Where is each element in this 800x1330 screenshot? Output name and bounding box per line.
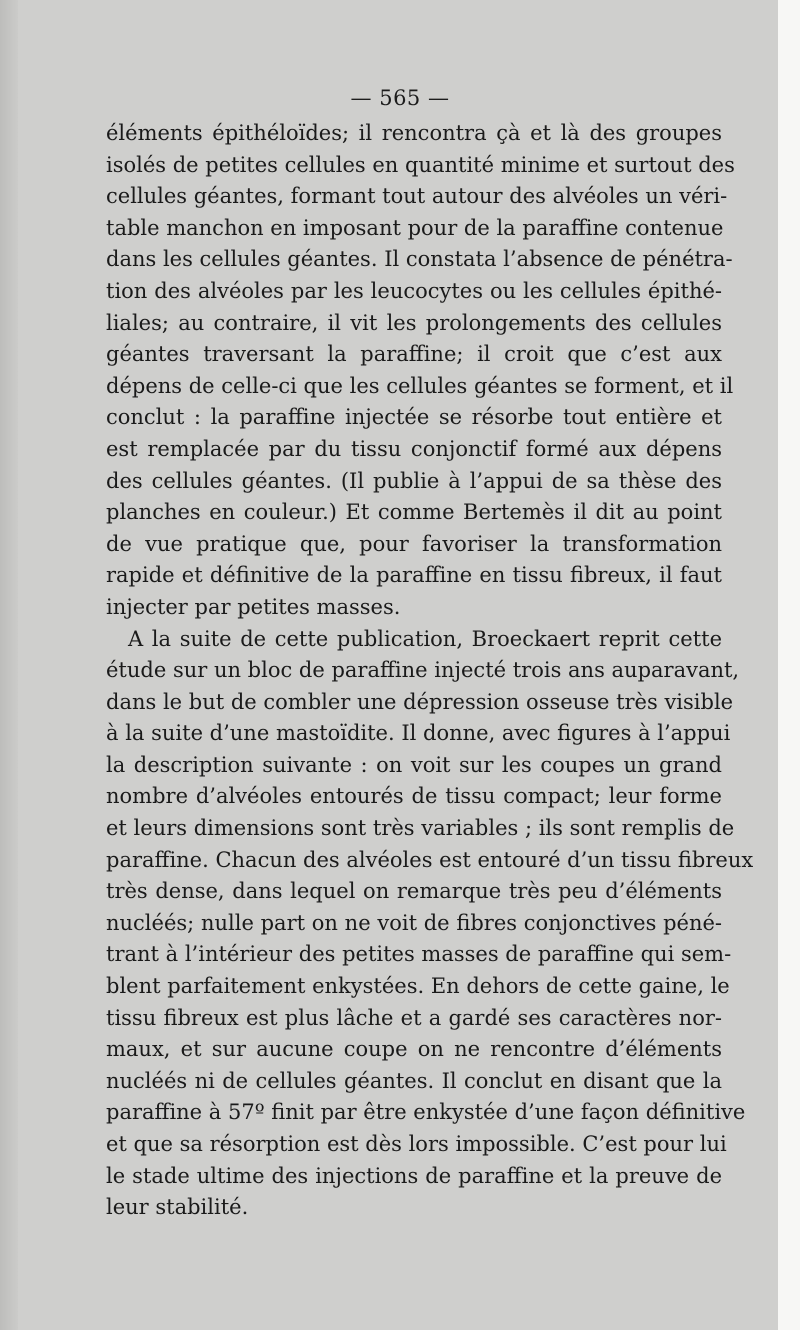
text-line: maux, et sur aucune coupe on ne rencontre d’éléments [106, 1037, 722, 1062]
text-line: nombre d’alvéoles entourés de tissu compact; leur forme [106, 784, 722, 809]
text-line: le stade ultime des injections de paraffine et la preuve de [106, 1163, 722, 1188]
text-line: tion des alvéoles par les leucocytes ou les cellules épithé- [106, 278, 722, 303]
text-line: paraffine à 57º finit par être enkystée d’une façon définitive [106, 1100, 746, 1125]
text-line: et leurs dimensions sont très variables ; ils sont remplis de [106, 816, 735, 841]
text-line: isolés de petites cellules en quantité minime et surtout des [106, 152, 735, 177]
text-line: A la suite de cette publication, Broeckaert reprit cette [128, 626, 722, 651]
text-line: étude sur un bloc de paraffine injecté trois ans auparavant, [106, 658, 740, 683]
text-line: géantes traversant la paraffine; il croit que c’est aux [106, 342, 722, 367]
text-line: est remplacée par du tissu conjonctif formé aux dépens [106, 436, 722, 461]
text-line: nucléés ni de cellules géantes. Il conclut en disant que la [106, 1068, 722, 1093]
page-shadow-left [0, 0, 18, 1330]
text-line: dans les cellules géantes. Il constata l’absence de pénétra- [106, 247, 733, 272]
page-number: — 565 — [350, 86, 450, 110]
text-line: leur stabilité. [106, 1195, 249, 1220]
text-line: éléments épithéloïdes; il rencontra çà et là des groupes [106, 121, 722, 145]
text-line: cellules géantes, formant tout autour des alvéoles un véri- [106, 184, 728, 209]
text-line: la description suivante : on voit sur les coupes un grand [106, 752, 722, 777]
text-line: liales; au contraire, il vit les prolongements des cellules [106, 310, 722, 335]
text-line: nucléés; nulle part on ne voit de fibres conjonctives péné- [106, 910, 722, 935]
text-line: dans le but de combler une dépression osseuse très visible [106, 689, 734, 714]
body-text [106, 118, 754, 1224]
text-line: très dense, dans lequel on remarque très peu d’éléments [106, 879, 722, 904]
text-line: dépens de celle-ci que les cellules géantes se forment, et il [106, 373, 734, 398]
text-line: des cellules géantes. (Il publie à l’appui de sa thèse des [106, 468, 722, 493]
text-line: paraffine. Chacun des alvéoles est entouré d’un tissu fibreux [106, 847, 754, 872]
text-line: planches en couleur.) Et comme Bertemès il dit au point [106, 500, 722, 525]
text-line: de vue pratique que, pour favoriser la transformation [106, 531, 722, 556]
text-line: à la suite d’une mastoïdite. Il donne, avec figures à l’appui [106, 721, 731, 746]
text-line: conclut : la paraffine injectée se résorbe tout entière et [106, 405, 722, 430]
text-line: injecter par petites masses. [106, 594, 401, 619]
text-line: tissu fibreux est plus lâche et a gardé ses caractères nor- [106, 1005, 722, 1030]
page-margin-right [778, 0, 800, 1330]
text-line: et que sa résorption est dès lors impossible. C’est pour lui [106, 1132, 727, 1156]
text-line: trant à l’intérieur des petites masses de paraffine qui sem- [106, 942, 732, 967]
text-line: blent parfaitement enkystées. En dehors de cette gaine, le [106, 974, 730, 999]
text-line: rapide et définitive de la paraffine en tissu fibreux, il faut [106, 563, 722, 588]
text-line: table manchon en imposant pour de la paraffine contenue [106, 215, 724, 240]
